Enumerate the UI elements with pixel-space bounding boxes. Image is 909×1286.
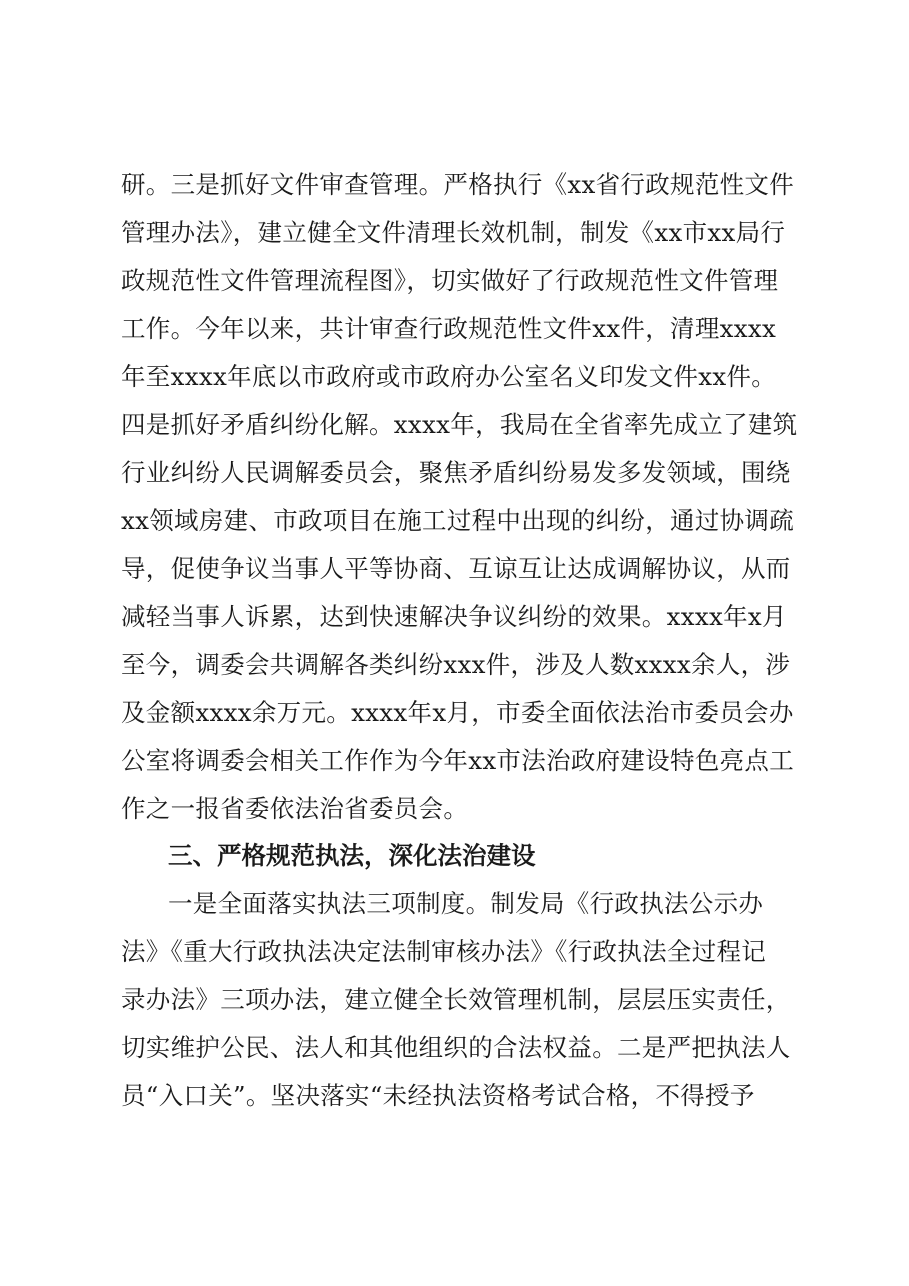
body-text-line: 减轻当事人诉累，达到快速解决争议纠纷的效果。xxxx年x月 <box>121 602 787 631</box>
body-text-line: 及金额xxxx余万元。xxxx年x月，市委全面依法治市委员会办 <box>121 698 794 727</box>
body-text-line: 员“入口关”。坚决落实“未经执法资格考试合格，不得授予 <box>121 1081 755 1110</box>
body-text-line: 公室将调委会相关工作作为今年xx市法治政府建设特色亮点工 <box>121 746 795 775</box>
section-heading: 三、严格规范执法，深化法治建设 <box>168 841 536 870</box>
body-text-line: xx领域房建、市政项目在施工过程中出现的纠纷，通过协调疏 <box>121 506 795 535</box>
body-text-line: 四是抓好矛盾纠纷化解。xxxx年，我局在全省率先成立了建筑 <box>121 410 798 439</box>
body-text-line: 法》《重大行政执法决定法制审核办法》《行政执法全过程记 <box>121 937 767 966</box>
body-text-line: 一是全面落实执法三项制度。制发局《行政执法公示办 <box>168 889 764 918</box>
body-text-line: 录办法》三项办法，建立健全长效管理机制，层层压实责任， <box>121 985 791 1014</box>
body-text-line: 年至xxxx年底以市政府或市政府办公室名义印发文件xx件。 <box>121 362 777 391</box>
body-text-line: 管理办法》，建立健全文件清理长效机制，制发《xx市xx局行 <box>121 218 786 247</box>
body-text-line: 行业纠纷人民调解委员会，聚焦矛盾纠纷易发多发领域，围绕 <box>121 458 791 487</box>
body-text-line: 至今，调委会共调解各类纠纷xxx件，涉及人数xxxx余人，涉 <box>121 650 791 679</box>
body-text-line: 作之一报省委依法治省委员会。 <box>121 794 469 823</box>
body-text-line: 政规范性文件管理流程图》，切实做好了行政规范性文件管理 <box>121 266 779 295</box>
body-text-line: 切实维护公民、法人和其他组织的合法权益。二是严把执法人 <box>121 1033 791 1062</box>
body-text-line: 研。三是抓好文件审查管理。严格执行《xx省行政规范性文件 <box>121 170 795 199</box>
body-text-line: 工作。今年以来，共计审查行政规范性文件xx件，清理xxxx <box>121 314 777 343</box>
body-text-line: 导，促使争议当事人平等协商、互谅互让达成调解协议，从而 <box>121 554 791 583</box>
